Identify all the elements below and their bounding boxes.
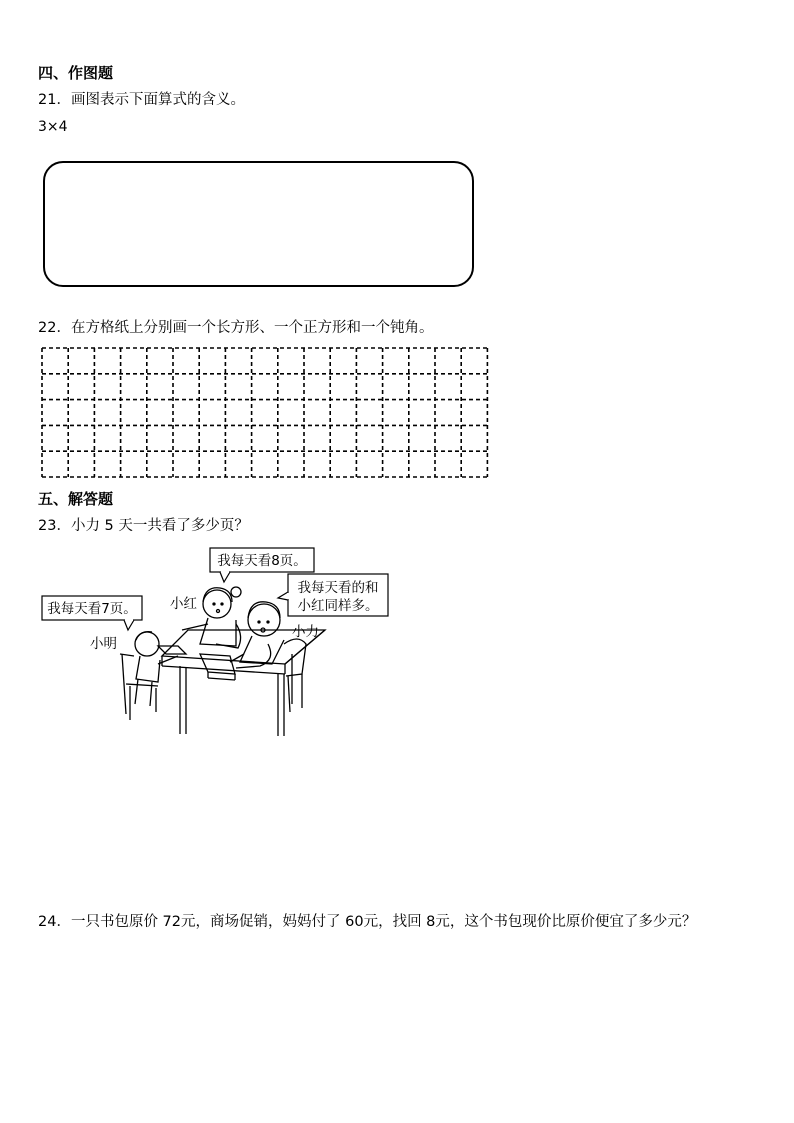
section-5-title: 五、解答题 [38, 490, 114, 508]
xiaohong-label: 小红 [170, 596, 197, 612]
section-4-title: 四、作图题 [38, 64, 114, 82]
question-23-text: 23．小力 5 天一共看了多少页？ [38, 518, 249, 534]
table-drawing [162, 630, 325, 736]
xiaoli-speech-text-line2: 小红同样多。 [297, 598, 379, 614]
question-21-answer-box[interactable] [43, 161, 474, 287]
question-22-grid-paper[interactable] [40, 346, 490, 480]
xiaoli-speech-bubble [278, 574, 388, 616]
question-21-text: 21．画图表示下面算式的含义。 [38, 92, 245, 108]
question-23-illustration [40, 544, 400, 744]
question-21-expression: 3×4 [38, 119, 68, 135]
xiaoming-speech-bubble [42, 596, 142, 630]
xiaohong-speech-text: 我每天看8页。 [217, 553, 307, 569]
question-22-text: 22．在方格纸上分别画一个长方形、一个正方形和一个钝角。 [38, 320, 434, 336]
xiaoli-label: 小力 [292, 624, 319, 640]
xiaoming-speech-text: 我每天看7页。 [47, 601, 137, 617]
question-24-text: 24．一只书包原价 72元，商场促销，妈妈付了 60元，找回 8元，这个书包现价比原价便宜了多少元？ [38, 914, 697, 930]
xiaoming-label: 小明 [90, 636, 117, 652]
xiaoming-figure [120, 632, 178, 720]
xiaoli-speech-text-line1: 我每天看的和 [297, 580, 379, 596]
